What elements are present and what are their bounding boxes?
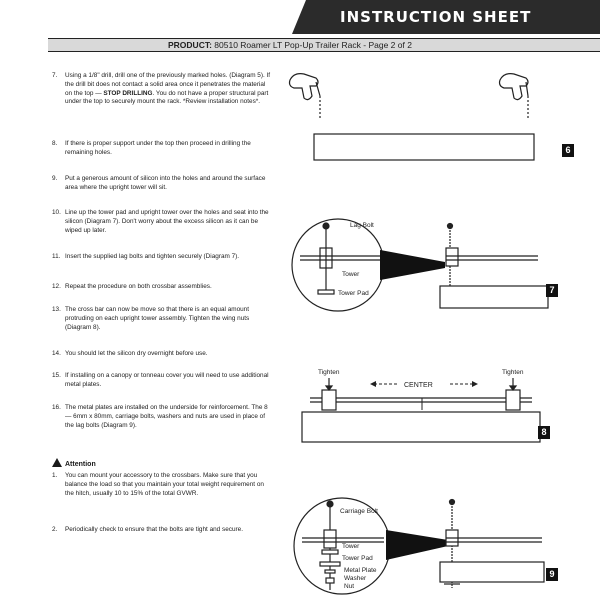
attention-number: 1. [52,472,58,479]
product-description: 80510 Roamer LT Pop-Up Trailer Rack - Page 2 of 2 [214,40,412,50]
step-number: 7. [52,72,58,79]
diagram-7 [280,210,600,322]
attention-item-2 [52,526,272,535]
diagram-6-number: 6 [562,144,574,157]
label-nut: Nut [344,583,355,590]
label-carriage-bolt: Carriage Bolt [340,508,378,515]
label-tower-pad: Tower Pad [342,555,373,562]
warning-icon [52,458,62,467]
step-number: 16. [52,404,61,411]
step-15 [52,372,272,390]
step-text: Insert the supplied lag bolts and tighten securely (Diagram 7). [65,253,240,260]
step-number: 11. [52,253,61,260]
step-text: You should let the silicon dry overnight before use. [65,350,208,357]
attention-item-1 [52,472,272,498]
diagram-9-labels [280,488,600,600]
label-tower-pad: Tower Pad [338,290,369,297]
drill-icon [290,74,321,118]
diagram-8-labels [280,360,600,450]
label-tighten-right: Tighten [502,369,524,376]
diagram-9 [280,488,600,600]
label-washer: Washer [344,575,367,582]
step-number: 15. [52,372,61,379]
diagram-9-number: 9 [546,568,558,581]
drill-icon [500,74,529,118]
step-9 [52,175,272,193]
trailer-top-panel [314,134,534,160]
step-13 [52,306,272,332]
label-tower: Tower [342,543,360,550]
attention-text: You can mount your accessory to the crossbars. Make sure that you balance the load so that you maintain your total weight requirement on the hitch, usually 10 to 15% of the total GVWR. [65,472,264,497]
label-lag-bolt: Lag Bolt [350,222,374,229]
step-16 [52,404,272,430]
diagram-7-number: 7 [546,284,558,297]
step-12 [52,283,272,292]
step-text: If there is proper support under the top then proceed in drilling the remaining holes. [65,140,251,156]
step-number: 8. [52,140,58,147]
product-label: PRODUCT: [168,40,212,50]
diagram-8-number: 8 [538,426,550,439]
step-text: The cross bar can now be move so that there is an equal amount protruding on each upright tower assembly. Tighten the wing nuts (Diagram 8). [65,306,250,331]
step-number: 9. [52,175,58,182]
label-tower: Tower [342,271,360,278]
step-text: If installing on a canopy or tonneau cover you will need to use additional metal plates. [65,372,269,388]
step-14 [52,350,272,359]
step-text: Line up the tower pad and upright tower over the holes and seat into the silicon (Diagram 7). Don't worry about the excess silicon as it can be wiped up later. [65,209,269,234]
page-title: INSTRUCTION SHEET [340,8,532,26]
attention-number: 2. [52,526,58,533]
step-10 [52,209,272,235]
step-text: Using a 1/8" drill, drill one of the previously marked holes. (Diagram 5). If the drill bit does not contact a solid area once it penetrates the material on the top — STOP DRILLING. You do not have a proper structural part under the top to securely mount the rack. *Review installation notes*. [65,72,271,106]
step-number: 12. [52,283,61,290]
attention-heading [52,458,96,468]
step-11 [52,253,272,262]
step-number: 14. [52,350,61,357]
label-tighten-left: Tighten [318,369,340,376]
diagram-8 [280,360,600,450]
attention-title: Attention [65,461,96,468]
diagram-7-labels [280,210,600,322]
attention-text: Periodically check to ensure that the bolts are tight and secure. [65,526,243,533]
diagram-6 [280,66,600,176]
label-metal-plate: Metal Plate [344,567,377,574]
step-8 [52,140,272,158]
step-number: 13. [52,306,61,313]
diagram-6-drawing [280,66,600,176]
label-center: CENTER [404,382,433,389]
product-line [168,40,412,50]
step-7 [52,72,272,107]
step-number: 10. [52,209,61,216]
step-text: The metal plates are installed on the underside for reinforcement. The 8 — 6mm x 80mm, carriage bolts, washers and nuts are used in place of the lag bolts (Diagram 9). [65,404,268,429]
step-text: Repeat the procedure on both crossbar assemblies. [65,283,212,290]
step-text: Put a generous amount of silicon into the holes and around the surface area where the upright tower will sit. [65,175,266,191]
